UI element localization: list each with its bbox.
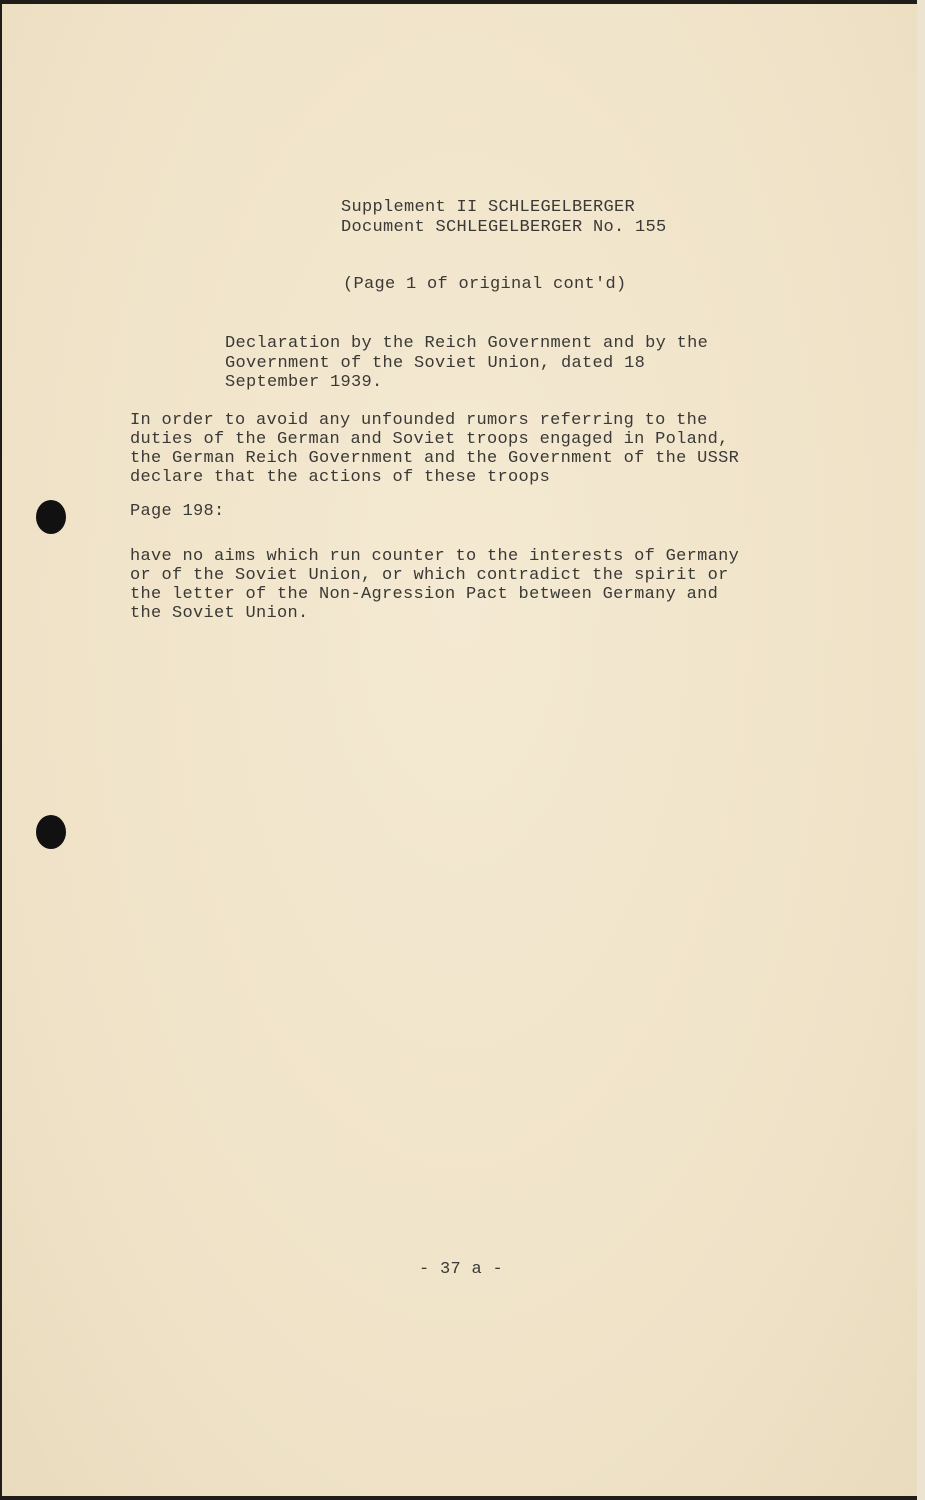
paragraph2-line: have no aims which run counter to the interests of Germany bbox=[130, 547, 740, 566]
punch-hole-bottom bbox=[36, 815, 66, 849]
paragraph1-line: duties of the German and Soviet troops engaged in Poland, bbox=[130, 430, 729, 449]
paragraph2-line: the letter of the Non-Agression Pact between Germany and bbox=[130, 585, 719, 604]
page-number: - 37 a - bbox=[419, 1260, 504, 1279]
header-supplement-line: Supplement II SCHLEGELBERGER bbox=[341, 198, 636, 217]
paragraph1-line: In order to avoid any unfounded rumors referring to the bbox=[130, 411, 708, 430]
paragraph2-line: or of the Soviet Union, or which contradict the spirit or bbox=[130, 566, 729, 585]
page-edge bbox=[917, 0, 925, 1500]
punch-hole-top bbox=[36, 500, 66, 534]
declaration-title-line: Government of the Soviet Union, dated 18 bbox=[225, 354, 646, 373]
document-page bbox=[2, 4, 917, 1496]
paragraph2-line: the Soviet Union. bbox=[130, 604, 309, 623]
header-document-line: Document SCHLEGELBERGER No. 155 bbox=[341, 218, 667, 237]
page-reference: (Page 1 of original cont'd) bbox=[343, 275, 627, 294]
declaration-title-line: Declaration by the Reich Government and by the bbox=[225, 334, 709, 353]
paragraph1-line: declare that the actions of these troops bbox=[130, 468, 551, 487]
page-marker: Page 198: bbox=[130, 502, 225, 521]
paragraph1-line: the German Reich Government and the Government of the USSR bbox=[130, 449, 740, 468]
declaration-title-line: September 1939. bbox=[225, 373, 383, 392]
